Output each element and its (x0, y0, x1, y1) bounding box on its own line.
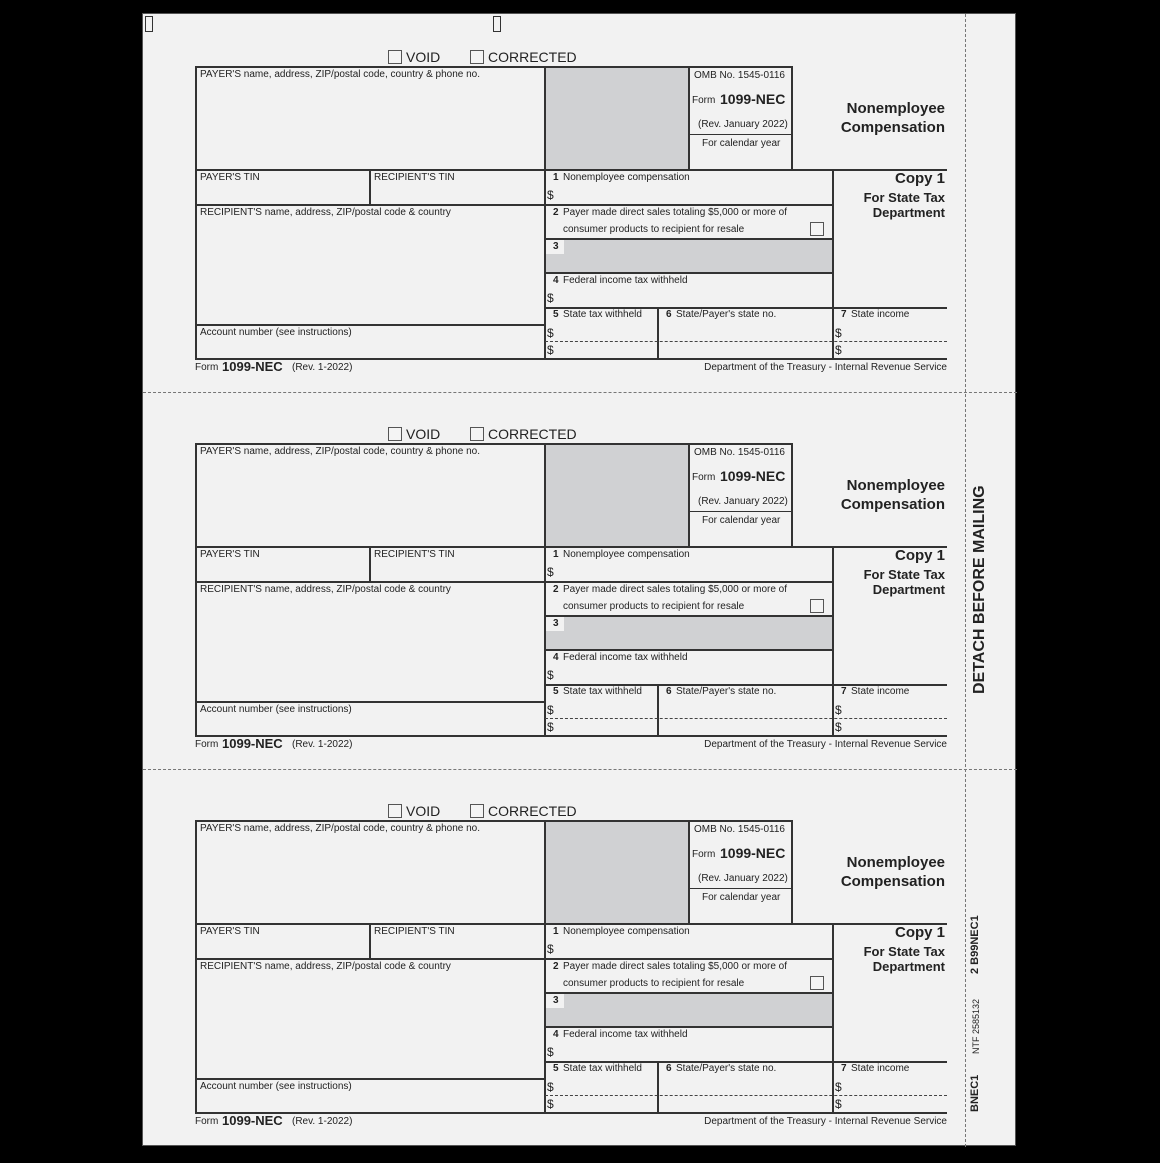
revision-date: (Rev. January 2022) (698, 119, 788, 130)
void-checkbox[interactable] (388, 50, 402, 64)
box5-number: 5 (553, 309, 559, 320)
box5-dollar-2: $ (547, 343, 554, 357)
box2-label-line2: consumer products to recipient for resale (563, 224, 745, 235)
recipient-tin-label: RECIPIENT'S TIN (374, 926, 455, 937)
box1-number: 1 (553, 172, 559, 183)
box2-label-line1: Payer made direct sales totaling $5,000 or more of (563, 961, 788, 972)
form-title-line1: Nonemployee (846, 854, 945, 871)
box2-number: 2 (553, 207, 559, 218)
form-code-ntf: NTF 2585132 (971, 998, 981, 1054)
box3-number: 3 (553, 241, 559, 252)
calendar-year-label: For calendar year (702, 892, 781, 903)
box6-number: 6 (666, 686, 672, 697)
form-word: Form (692, 95, 716, 106)
box5-label: State tax withheld (563, 309, 642, 320)
void-checkbox[interactable] (388, 427, 402, 441)
corrected-label: CORRECTED (488, 49, 577, 65)
shaded-area (545, 444, 688, 546)
footer-form-word: Form (195, 362, 219, 373)
box2-number: 2 (553, 584, 559, 595)
form-word: Form (692, 472, 716, 483)
revision-date: (Rev. January 2022) (698, 873, 788, 884)
box1-label: Nonemployee compensation (563, 926, 690, 937)
box3-number: 3 (553, 618, 559, 629)
box5-dollar-2: $ (547, 720, 554, 734)
copy-label: Copy 1 (894, 170, 945, 187)
box7-dollar-1: $ (835, 703, 842, 717)
void-label: VOID (406, 426, 441, 442)
box4-number: 4 (553, 1029, 559, 1040)
footer-department: Department of the Treasury - Internal Revenue Service (704, 739, 947, 750)
box4-number: 4 (553, 652, 559, 663)
box5-dollar-1: $ (547, 326, 554, 340)
form-number: 1099-NEC (720, 845, 786, 861)
box1-label: Nonemployee compensation (563, 172, 690, 183)
box5-dollar-2: $ (547, 1097, 554, 1111)
revision-date: (Rev. January 2022) (698, 496, 788, 507)
box4-dollar: $ (547, 291, 554, 305)
copy-label: Copy 1 (894, 547, 945, 564)
payer-name-label: PAYER'S name, address, ZIP/postal code, country & phone no. (200, 69, 481, 80)
box1-dollar: $ (547, 188, 554, 202)
box7-dollar-1: $ (835, 1080, 842, 1094)
box4-number: 4 (553, 275, 559, 286)
footer-form-number: 1099-NEC (222, 359, 283, 374)
form-1099-nec-copy (143, 803, 1017, 1163)
omb-number: OMB No. 1545-0116 (694, 70, 785, 81)
box2-number: 2 (553, 961, 559, 972)
copy-destination-line1: For State Tax (863, 567, 945, 582)
corrected-label: CORRECTED (488, 426, 577, 442)
copy-destination-line1: For State Tax (863, 190, 945, 205)
box2-label-line1: Payer made direct sales totaling $5,000 or more of (563, 584, 788, 595)
registration-mark-center (493, 16, 501, 32)
calendar-year-label: For calendar year (702, 515, 781, 526)
registration-mark-left (145, 16, 153, 32)
detach-instruction: DETACH BEFORE MAILING (971, 485, 988, 694)
form-word: Form (692, 849, 716, 860)
form-1099-nec-copy (143, 49, 1017, 409)
payer-name-label: PAYER'S name, address, ZIP/postal code, country & phone no. (200, 823, 481, 834)
omb-number: OMB No. 1545-0116 (694, 824, 785, 835)
form-title-line2: Compensation (840, 119, 945, 136)
form-title-line1: Nonemployee (846, 100, 945, 117)
form-code-b99nec1: 2 B99NEC1 (969, 915, 981, 974)
payer-tin-label: PAYER'S TIN (200, 549, 260, 560)
copy-destination-line2: Department (872, 205, 945, 220)
box5-label: State tax withheld (563, 1063, 642, 1074)
footer-form-number: 1099-NEC (222, 1113, 283, 1128)
recipient-tin-label: RECIPIENT'S TIN (374, 172, 455, 183)
box1-dollar: $ (547, 942, 554, 956)
footer-department: Department of the Treasury - Internal Revenue Service (704, 362, 947, 373)
box4-dollar: $ (547, 1045, 554, 1059)
form-1099-nec-copy (143, 426, 1017, 786)
box6-label: State/Payer's state no. (676, 686, 777, 697)
footer-revision: (Rev. 1-2022) (292, 362, 353, 373)
box3-shaded (545, 993, 833, 1026)
box5-number: 5 (553, 686, 559, 697)
box5-dollar-1: $ (547, 703, 554, 717)
box4-dollar: $ (547, 668, 554, 682)
corrected-checkbox[interactable] (470, 50, 484, 64)
corrected-label: CORRECTED (488, 803, 577, 819)
footer-form-word: Form (195, 1116, 219, 1127)
form-title-line2: Compensation (840, 873, 945, 890)
box7-number: 7 (841, 686, 847, 697)
box7-dollar-2: $ (835, 1097, 842, 1111)
recipient-name-label: RECIPIENT'S name, address, ZIP/postal code & country (200, 207, 451, 218)
box3-shaded (545, 239, 833, 272)
box4-label: Federal income tax withheld (563, 275, 688, 286)
payer-tin-label: PAYER'S TIN (200, 926, 260, 937)
void-label: VOID (406, 49, 441, 65)
box7-number: 7 (841, 1063, 847, 1074)
box4-label: Federal income tax withheld (563, 1029, 688, 1040)
omb-number: OMB No. 1545-0116 (694, 447, 785, 458)
box6-number: 6 (666, 1063, 672, 1074)
box3-number: 3 (553, 995, 559, 1006)
form-number: 1099-NEC (720, 468, 786, 484)
form-sheet (142, 13, 1016, 1146)
box2-label-line2: consumer products to recipient for resale (563, 978, 745, 989)
payer-tin-label: PAYER'S TIN (200, 172, 260, 183)
box1-number: 1 (553, 549, 559, 560)
box7-label: State income (851, 686, 910, 697)
footer-revision: (Rev. 1-2022) (292, 1116, 353, 1127)
account-number-label: Account number (see instructions) (200, 1081, 352, 1092)
copy-destination-line2: Department (872, 959, 945, 974)
footer-form-number: 1099-NEC (222, 736, 283, 751)
copy-label: Copy 1 (894, 924, 945, 941)
account-number-label: Account number (see instructions) (200, 327, 352, 338)
form-title-line1: Nonemployee (846, 477, 945, 494)
box2-checkbox[interactable] (810, 222, 824, 236)
form-title-line2: Compensation (840, 496, 945, 513)
box6-label: State/Payer's state no. (676, 1063, 777, 1074)
copy-destination-line1: For State Tax (863, 944, 945, 959)
box2-label-line2: consumer products to recipient for resale (563, 601, 745, 612)
footer-form-word: Form (195, 739, 219, 750)
footer-department: Department of the Treasury - Internal Revenue Service (704, 1116, 947, 1127)
payer-name-label: PAYER'S name, address, ZIP/postal code, country & phone no. (200, 446, 481, 457)
box5-number: 5 (553, 1063, 559, 1074)
corrected-checkbox[interactable] (470, 804, 484, 818)
box7-label: State income (851, 1063, 910, 1074)
box7-label: State income (851, 309, 910, 320)
void-checkbox[interactable] (388, 804, 402, 818)
box7-dollar-2: $ (835, 343, 842, 357)
box2-checkbox[interactable] (810, 976, 824, 990)
recipient-name-label: RECIPIENT'S name, address, ZIP/postal code & country (200, 961, 451, 972)
box1-dollar: $ (547, 565, 554, 579)
corrected-checkbox[interactable] (470, 427, 484, 441)
calendar-year-label: For calendar year (702, 138, 781, 149)
box1-number: 1 (553, 926, 559, 937)
box3-shaded (545, 616, 833, 649)
box2-label-line1: Payer made direct sales totaling $5,000 or more of (563, 207, 788, 218)
box6-label: State/Payer's state no. (676, 309, 777, 320)
box1-label: Nonemployee compensation (563, 549, 690, 560)
void-label: VOID (406, 803, 441, 819)
box7-dollar-1: $ (835, 326, 842, 340)
box5-dollar-1: $ (547, 1080, 554, 1094)
footer-revision: (Rev. 1-2022) (292, 739, 353, 750)
form-code-bnec1: BNEC1 (969, 1074, 981, 1112)
box2-checkbox[interactable] (810, 599, 824, 613)
box4-label: Federal income tax withheld (563, 652, 688, 663)
box7-number: 7 (841, 309, 847, 320)
account-number-label: Account number (see instructions) (200, 704, 352, 715)
box7-dollar-2: $ (835, 720, 842, 734)
form-number: 1099-NEC (720, 91, 786, 107)
box5-label: State tax withheld (563, 686, 642, 697)
shaded-area (545, 67, 688, 169)
recipient-name-label: RECIPIENT'S name, address, ZIP/postal code & country (200, 584, 451, 595)
copy-destination-line2: Department (872, 582, 945, 597)
shaded-area (545, 821, 688, 923)
recipient-tin-label: RECIPIENT'S TIN (374, 549, 455, 560)
box6-number: 6 (666, 309, 672, 320)
